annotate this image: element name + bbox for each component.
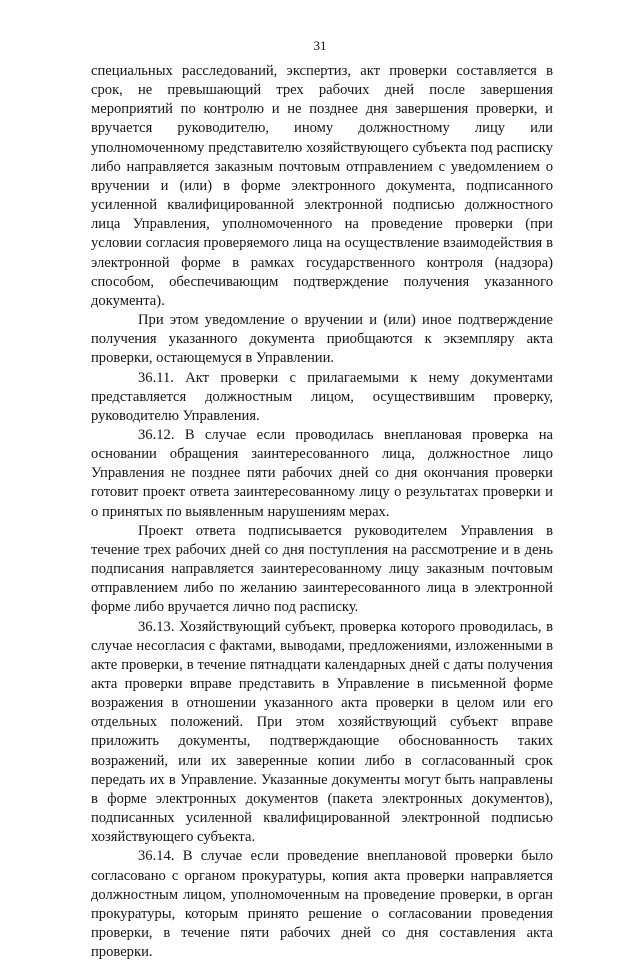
paragraph-continuation: специальных расследований, экспертиз, акт проверки составляется в срок, не превышающий трех рабочих дней после завершения мероприятий по контролю и не позднее дня завершения проверки, и вручается руководителю, иному должностному лицу или уполномоченному представителю хозяйствующего субъекта под расписку либо направляется заказным почтовым отправлением с уведомлением о вручении и (или) в форме электронного документа, подписанного усиленной квалифицированной электронной подписью должностного лица Управления, уполномоченного на проведение проверки (при условии согласия проверяемого лица на осуществление взаимодействия в электронной форме в рамках государственного контроля (надзора) способом, обеспечивающим подтверждение получения указанного документа).	[91, 63, 553, 309]
paragraph-36-13: 36.13. Хозяйствующий субъект, проверка которого проводилась, в случае несогласия с фактами, выводами, предложениями, изложенными в акте проверки, в течение пятнадцати календарных дней с даты получения акта проверки вправе представить в Управление в письменной форме возражения в отношении указанного акта проверки в целом или его отдельных положений. При этом хозяйствующий субъект вправе приложить документы, подтверждающие обоснованность таких возражений, или их заверенные копии либо в согласованный срок передать их в Управление. Указанные документы могут быть направлены в форме электронных документов (пакета электронных документов), подписанных усиленной квалифицированной электронной подписью хозяйствующего субъекта.	[91, 618, 553, 846]
paragraph-36-12: 36.12. В случае если проводилась внеплановая проверка на основании обращения заинтересованного лица, должностное лицо Управления не позднее пяти рабочих дней со дня окончания проверки готовит проект ответа заинтересованному лицу о результатах проверки и о принятых по выявленным нарушениям мерах.	[91, 426, 553, 520]
paragraph-notification: При этом уведомление о вручении и (или) иное подтверждение получения указанного документа приобщаются к экземпляру акта проверки, остающемуся в Управлении.	[91, 312, 553, 367]
paragraph-answer-draft: Проект ответа подписывается руководителем Управления в течение трех рабочих дней со дня поступления на рассмотрение и в день подписания направляется заинтересованному лицу заказным почтовым отправлением либо по желанию заинтересованного лица в электронной форме либо вручается лично под расписку.	[91, 522, 553, 616]
paragraph-36-11: 36.11. Акт проверки с прилагаемыми к нему документами представляется должностным лицом, осуществившим проверку, руководителю Управления.	[91, 369, 553, 424]
page-number: 31	[313, 38, 327, 53]
paragraph-36-14: 36.14. В случае если проведение внеплановой проверки было согласовано с органом прокуратуры, копия акта проверки направляется должностным лицом, уполномоченным на проведение проверки, в орган прокуратуры, которым принято решение о согласовании проведения проверки, в течение пяти рабочих дней со дня составления акта проверки.	[91, 848, 553, 961]
document-body	[91, 62, 553, 962]
